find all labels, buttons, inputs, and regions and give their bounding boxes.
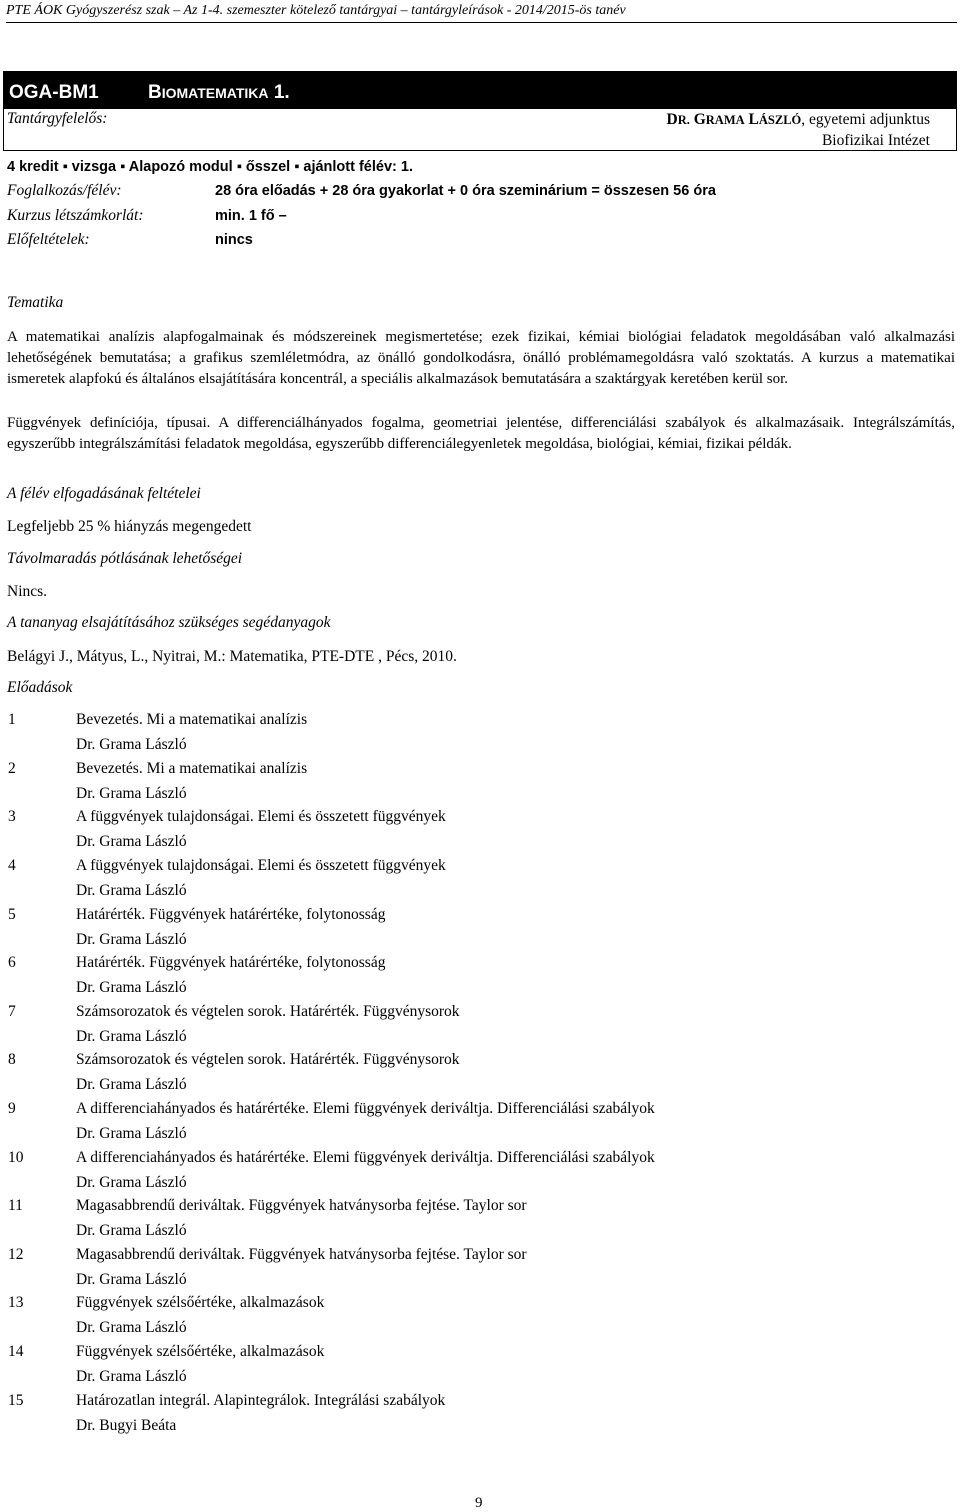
lecture-number: 4 bbox=[8, 857, 16, 874]
lecture-number: 10 bbox=[8, 1149, 24, 1166]
resp-r: R. bbox=[677, 113, 690, 127]
lecture-number: 8 bbox=[8, 1051, 16, 1068]
lecture-number: 6 bbox=[8, 954, 16, 971]
lecture-teacher: Dr. Bugyi Beáta bbox=[76, 1417, 177, 1434]
lectures-heading: Előadások bbox=[7, 679, 73, 696]
limit-value: min. 1 fő – bbox=[215, 208, 287, 224]
lecture-number: 13 bbox=[8, 1294, 24, 1311]
lecture-title: A differenciahányados és határértéke. Elemi függvények deriváltja. Differenciálási szabályok bbox=[76, 1149, 655, 1166]
lecture-number: 2 bbox=[8, 760, 16, 777]
lecture-teacher: Dr. Grama László bbox=[76, 1368, 187, 1385]
materials-heading: A tananyag elsajátításához szükséges segédanyagok bbox=[7, 614, 331, 631]
lecture-title: Függvények szélsőértéke, alkalmazások bbox=[76, 1343, 325, 1360]
lecture-number: 3 bbox=[8, 808, 16, 825]
acceptance-text: Legfeljebb 25 % hiányzás megengedett bbox=[7, 518, 252, 535]
course-title-bar bbox=[3, 71, 957, 109]
lecture-number: 15 bbox=[8, 1392, 24, 1409]
prereq-label: Előfeltételek: bbox=[7, 231, 90, 248]
course-code: OGA-BM1 bbox=[9, 82, 99, 103]
acceptance-heading: A félév elfogadásának feltételei bbox=[7, 485, 201, 502]
lecture-number: 12 bbox=[8, 1246, 24, 1263]
lecture-number: 14 bbox=[8, 1343, 24, 1360]
responsible-label: Tantárgyfelelős: bbox=[7, 110, 108, 127]
lecture-number: 11 bbox=[8, 1197, 23, 1214]
lecture-title: Számsorozatok és végtelen sorok. Határérték. Függvénysorok bbox=[76, 1003, 460, 1020]
tematika-paragraph-1: A matematikai analízis alapfogalmainak és módszereinek megismertetése; ezek fizikai, kémiai biológiai feladatok megoldásában való alkalmazási lehetőségének bemutatása; a grafikus szemléletmódra, az önálló gondolkodásra, önálló problémamegoldásra való szoktatás. A kurzus a matematikai ismeretek alapfokú és általános elsajátítására koncentrál, a speciális alkalmazások bemutatására a szaktárgyak keretében kerül sor. bbox=[7, 329, 955, 387]
prereq-value: nincs bbox=[215, 232, 253, 248]
lecture-teacher: Dr. Grama László bbox=[76, 833, 187, 850]
lecture-title: Bevezetés. Mi a matematikai analízis bbox=[76, 711, 308, 728]
lecture-teacher: Dr. Grama László bbox=[76, 931, 187, 948]
course-name-rest: IOMATEMATIKA bbox=[161, 85, 269, 101]
page-number: 9 bbox=[475, 1495, 483, 1511]
lecture-title: Határérték. Függvények határértéke, folytonosság bbox=[76, 906, 386, 923]
lecture-teacher: Dr. Grama László bbox=[76, 1125, 187, 1142]
resp-d: D bbox=[666, 111, 678, 128]
lecture-teacher: Dr. Grama László bbox=[76, 785, 187, 802]
lecture-title: Határérték. Függvények határértéke, folytonosság bbox=[76, 954, 386, 971]
lecture-teacher: Dr. Grama László bbox=[76, 1319, 187, 1336]
tematika-heading: Tematika bbox=[7, 294, 64, 311]
lecture-teacher: Dr. Grama László bbox=[76, 1222, 187, 1239]
hours-label: Foglalkozás/félév: bbox=[7, 182, 122, 199]
lecture-number: 7 bbox=[8, 1003, 16, 1020]
lecture-teacher: Dr. Grama László bbox=[76, 979, 187, 996]
lecture-title: A függvények tulajdonságai. Elemi és összetett függvények bbox=[76, 808, 446, 825]
lecture-title: Függvények szélsőértéke, alkalmazások bbox=[76, 1294, 325, 1311]
header-rule bbox=[6, 22, 957, 23]
lecture-title: A függvények tulajdonságai. Elemi és összetett függvények bbox=[76, 857, 446, 874]
resp-g: G bbox=[693, 111, 706, 128]
institute: Biofizikai Intézet bbox=[821, 132, 930, 149]
course-name-initial: B bbox=[148, 82, 162, 103]
hours-value: 28 óra előadás + 28 óra gyakorlat + 0 óra szeminárium = összesen 56 óra bbox=[215, 183, 716, 199]
lecture-teacher: Dr. Grama László bbox=[76, 1028, 187, 1045]
running-header: PTE ÁOK Gyógyszerész szak – Az 1-4. szemeszter kötelező tantárgyai – tantárgyleírások - 2014/2015-ös tanév bbox=[6, 3, 626, 18]
lecture-teacher: Dr. Grama László bbox=[76, 1174, 187, 1191]
course-name bbox=[148, 82, 290, 104]
lecture-title: Számsorozatok és végtelen sorok. Határérték. Függvénysorok bbox=[76, 1051, 460, 1068]
materials-text: Belágyi J., Mátyus, L., Nyitrai, M.: Matematika, PTE-DTE , Pécs, 2010. bbox=[7, 648, 457, 665]
credit-line: 4 kredit ▪ vizsga ▪ Alapozó modul ▪ ősszel ▪ ajánlott félév: 1. bbox=[7, 159, 413, 175]
resp-aszlo: ÁSZLÓ bbox=[758, 113, 802, 127]
limit-label: Kurzus létszámkorlát: bbox=[7, 207, 144, 224]
absence-text: Nincs. bbox=[7, 583, 48, 600]
resp-l: L bbox=[748, 111, 759, 128]
lecture-teacher: Dr. Grama László bbox=[76, 1271, 187, 1288]
lecture-title: Magasabbrendű deriváltak. Függvények hatványsorba fejtése. Taylor sor bbox=[76, 1246, 527, 1263]
responsible-position: , egyetemi adjunktus bbox=[801, 111, 930, 128]
course-name-number: 1. bbox=[273, 82, 290, 103]
lecture-title: Magasabbrendű deriváltak. Függvények hatványsorba fejtése. Taylor sor bbox=[76, 1197, 527, 1214]
lecture-teacher: Dr. Grama László bbox=[76, 1076, 187, 1093]
lecture-teacher: Dr. Grama László bbox=[76, 736, 187, 753]
lecture-number: 9 bbox=[8, 1100, 16, 1117]
lecture-title: A differenciahányados és határértéke. Elemi függvények deriváltja. Differenciálási szabályok bbox=[76, 1100, 655, 1117]
absence-heading: Távolmaradás pótlásának lehetőségei bbox=[7, 550, 243, 567]
lecture-number: 1 bbox=[8, 711, 16, 728]
resp-rama: RAMA bbox=[705, 113, 745, 127]
lecture-title: Határozatlan integrál. Alapintegrálok. Integrálási szabályok bbox=[76, 1392, 446, 1409]
tematika-paragraph-2: Függvények definíciója, típusai. A differenciálhányados fogalma, geometriai jelentése, differenciálási szabályok és alkalmazásaik. Integrálszámítás, egyszerűbb integrálszámítási feladatok megoldása, egyszerűbb differenciálegyenletek megoldása, biológiai, kémiai, fizikai példák. bbox=[7, 415, 955, 452]
lecture-teacher: Dr. Grama László bbox=[76, 882, 187, 899]
responsible-name bbox=[666, 111, 930, 129]
lecture-title: Bevezetés. Mi a matematikai analízis bbox=[76, 760, 308, 777]
lecture-number: 5 bbox=[8, 906, 16, 923]
